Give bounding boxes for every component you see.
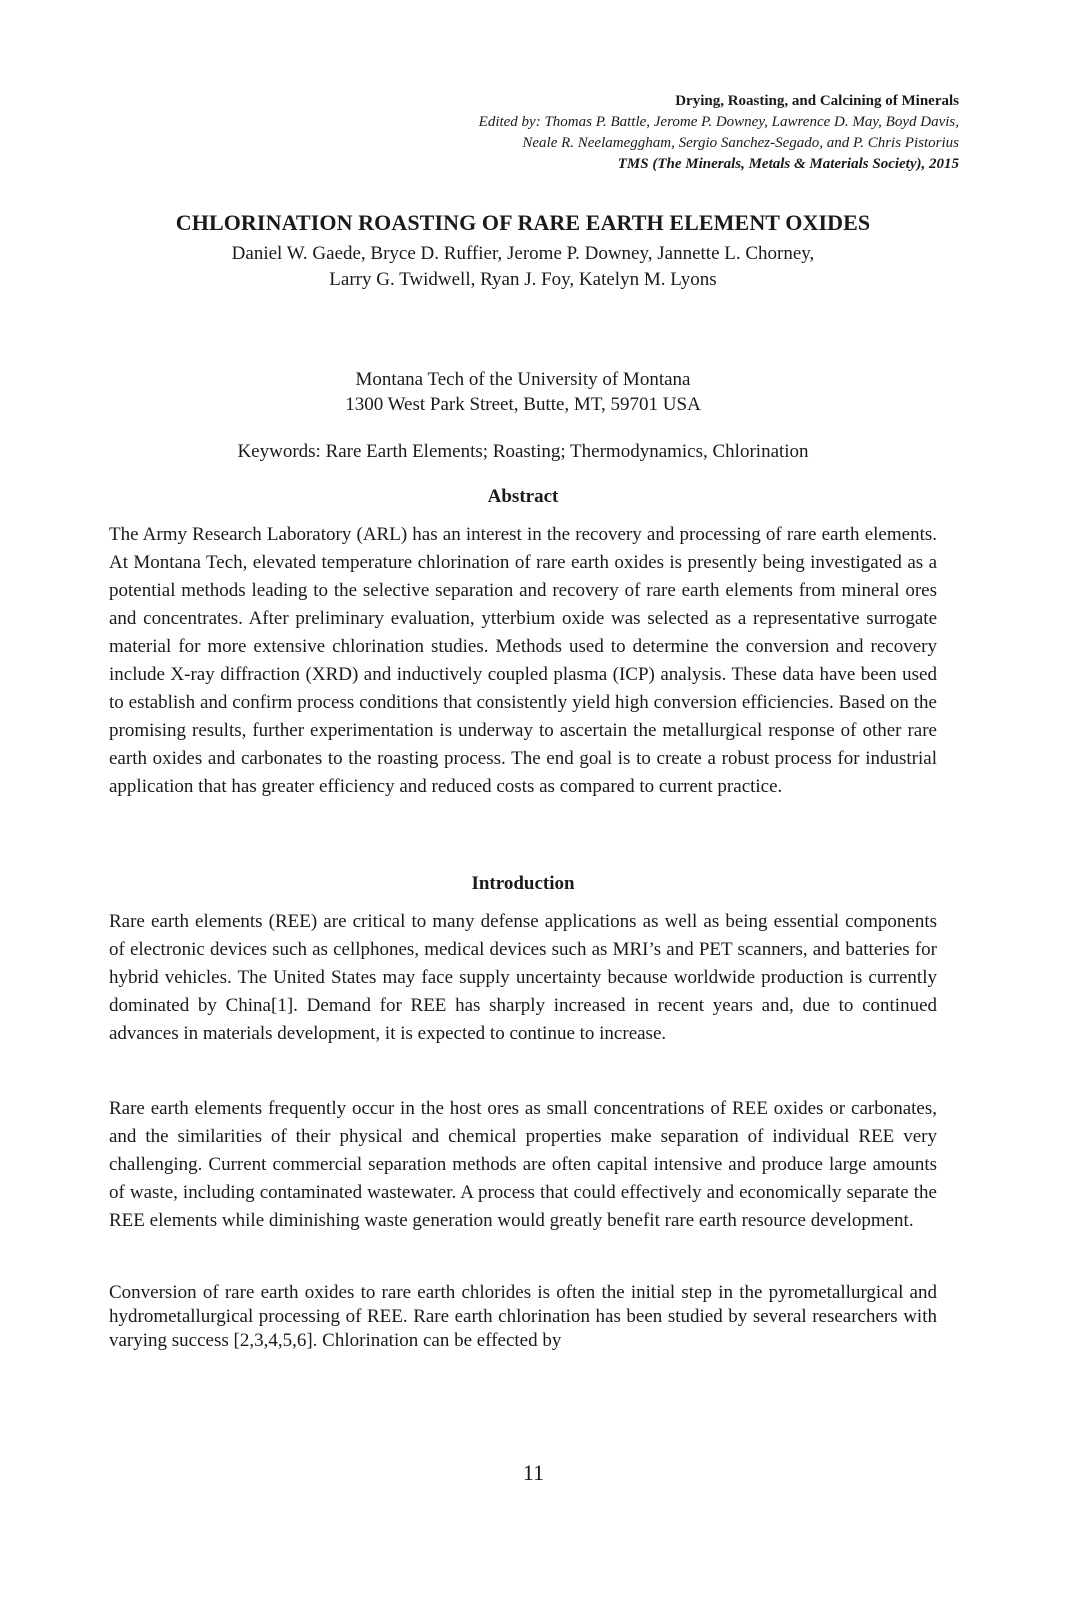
abstract-text: The Army Research Laboratory (ARL) has an interest in the recovery and processing of rare earth elements. At Montana Tech, elevated temperature chlorination of rare earth oxides is presently being investigated as a potential methods leading to the selective separation and recovery of rare earth elements from mineral ores and concentrates. After preliminary evaluation, ytterbium oxide was selected as a representative surrogate material for more extensive chlorination studies. Methods used to determine the conversion and recovery include X-ray diffraction (XRD) and inductively coupled plasma (ICP) analysis. These data have been used to establish and confirm process conditions that consistently yield high conversion efficiencies. Based on the promising results, further experimentation is underway to ascertain the metallurgical response of other rare earth oxides and carbonates to the roasting process. The end goal is to create a robust process for industrial application that has greater efficiency and reduced costs as compared to current practice. (109, 524, 937, 797)
running-header (259, 91, 959, 175)
intro-paragraph-3: Conversion of rare earth oxides to rare earth chlorides is often the initial step in the pyrometallurgical and hydrometallurgical processing of REE. Rare earth chlorination has been studied by several researchers with varying success [2,3,4,5,6]. Chlorination can be effected by (109, 1282, 937, 1351)
publisher: TMS (The Minerals, Metals & Materials Society), 2015 (617, 156, 959, 172)
editors-line-1: Edited by: Thomas P. Battle, Jerome P. Downey, Lawrence D. May, Boyd Davis, (478, 114, 959, 130)
authors-line-1: Daniel W. Gaede, Bryce D. Ruffier, Jerome P. Downey, Jannette L. Chorney, (231, 243, 815, 264)
intro-paragraph-1: Rare earth elements (REE) are critical to many defense applications as well as being essential components of electronic devices such as cellphones, medical devices such as MRI’s and PET scanners, and batteries for hybrid vehicles. The United States may face supply uncertainty because worldwide production is currently dominated by China[1]. Demand for REE has sharply increased in recent years and, due to continued advances in materials development, it is expected to continue to increase. (109, 911, 937, 1044)
paper-title: CHLORINATION ROASTING OF RARE EARTH ELEMENT OXIDES (175, 210, 871, 235)
abstract-heading: Abstract (487, 486, 559, 507)
book-title: Drying, Roasting, and Calcining of Minerals (675, 93, 959, 109)
affiliation-address: 1300 West Park Street, Butte, MT, 59701 USA (345, 394, 701, 415)
editors-line-2: Neale R. Neelameggham, Sergio Sanchez-Segado, and P. Chris Pistorius (522, 135, 959, 151)
authors-line-2: Larry G. Twidwell, Ryan J. Foy, Katelyn M. Lyons (329, 269, 717, 290)
keywords: Keywords: Rare Earth Elements; Roasting; Thermodynamics, Chlorination (237, 441, 809, 462)
author-list (108, 241, 938, 293)
intro-paragraph-2: Rare earth elements frequently occur in the host ores as small concentrations of REE oxides or carbonates, and the similarities of their physical and chemical properties make separation of individual REE very challenging. Current commercial separation methods are often capital intensive and produce large amounts of waste, including contaminated wastewater. A process that could effectively and economically separate the REE elements while diminishing waste generation would greatly benefit rare earth resource development. (109, 1098, 937, 1231)
page-number: 11 (522, 1460, 545, 1485)
affiliation-institution: Montana Tech of the University of Montana (355, 369, 691, 390)
affiliation (108, 367, 938, 417)
introduction-heading: Introduction (471, 873, 575, 894)
